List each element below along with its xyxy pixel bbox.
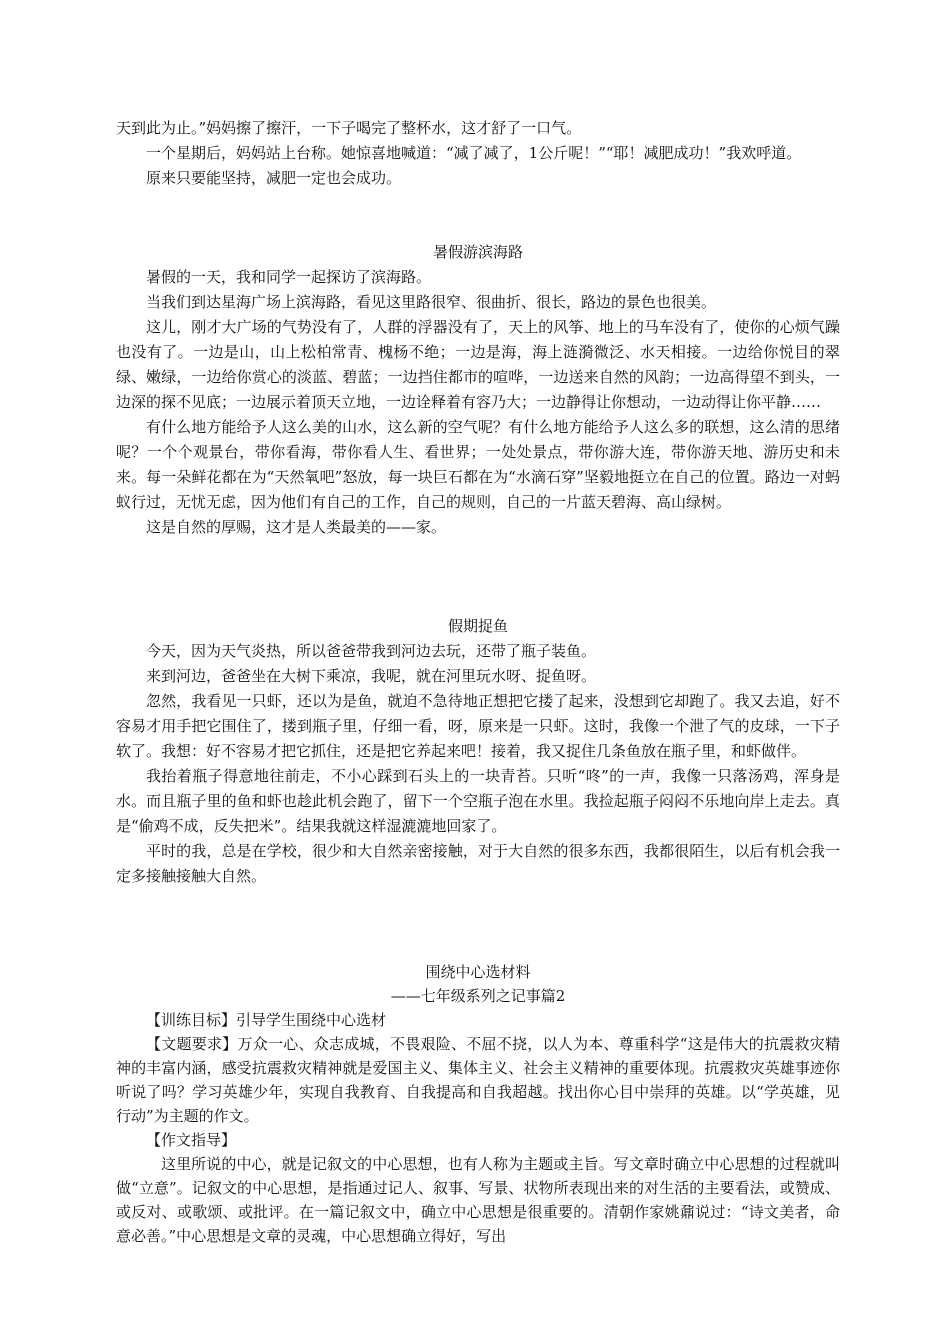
lesson-title: 围绕中心选材料	[425, 963, 531, 981]
paragraph: 这是自然的厚赐，这才是人类最美的——家。	[146, 518, 447, 536]
lesson-subtitle: ——七年级系列之记事篇2	[390, 987, 566, 1005]
training-goal: 【训练目标】引导学生围绕中心选材	[146, 1011, 387, 1029]
guide-text: 这里所说的中心，就是记叙文的中心思想，也有人称为主题或主旨。写文章时确立中心思想的过程就叫做“立意”。记叙文的中心思想，是指通过记人、叙事、写景、状物所表现出来的对生活的主要看法，或赞成、或反对、或歌颂、或批评。在一篇记叙文中，确立中心思想是很重要的。清朝作家姚鼐说过：“诗文美者，命意必善。”中心思想是文章的灵魂，中心思想确立得好，写出	[116, 1155, 840, 1245]
paragraph: 平时的我，总是在学校，很少和大自然亲密接触，对于大自然的很多东西，我都很陌生，以后有机会我一定多接触接触大自然。	[116, 842, 840, 885]
paragraph: 忽然，我看见一只虾，还以为是鱼，就迫不急待地正想把它搂了起来，没想到它却跑了。我又去追，好不容易才用手把它围住了，搂到瓶子里，仔细一看，呀，原来是一只虾。这时，我像一个泄了气的皮球，一下子软了。我想：好不容易才把它抓住，还是把它养起来吧！接着，我又捉住几条鱼放在瓶子里，和虾做伴。	[116, 692, 840, 760]
paragraph: 有什么地方能给予人这么美的山水，这么新的空气呢？有什么地方能给予人这么多的联想，这么清的思绪呢？一个个观景台，带你看海，带你看人生、看世界；一处处景点，带你游大连，带你游天地、游历史和未来。每一朵鲜花都在为“天然氧吧”怒放，每一块巨石都在为“水滴石穿”坚毅地挺立在自己的位置。路边一对蚂蚁行过，无忧无虑，因为他们有自己的工作，自己的规则，自己的一片蓝天碧海、高山绿树。	[116, 418, 840, 511]
paragraph: 天到此为止。”妈妈擦了擦汗，一下子喝完了整杯水，这才舒了一口气。	[116, 119, 582, 137]
essay-fishing	[116, 614, 840, 889]
paragraph: 一个星期后，妈妈站上台称。她惊喜地喊道：“减了减了，1公斤呢！”“耶！减肥成功！”我欢呼道。	[146, 144, 802, 162]
essay-title: 暑假游滨海路	[432, 243, 523, 261]
essay-tail	[116, 116, 840, 191]
paragraph: 来到河边，爸爸坐在大树下乘凉，我呢，就在河里玩水呀、捉鱼呀。	[146, 667, 597, 685]
paragraph: 这儿，刚才大广场的气势没有了，人群的浮器没有了，天上的风筝、地上的马车没有了，使你的心烦气躁也没有了。一边是山，山上松柏常青、槐杨不绝；一边是海，海上涟漪微泛、水天相接。一边给你悦目的翠绿、嫩绿，一边给你赏心的淡蓝、碧蓝；一边挡住都市的喧哗，一边送来自然的风韵；一边高得望不到头，一边深的探不见底；一边展示着顶天立地，一边诠释着有容乃大；一边静得让你想动，一边动得让你平静……	[116, 318, 840, 411]
paragraph: 我抬着瓶子得意地往前走，不小心踩到石头上的一块青苔。只听“咚”的一声，我像一只落汤鸡，浑身是水。而且瓶子里的鱼和虾也趁此机会跑了，留下一个空瓶子泡在水里。我捡起瓶子闷闷不乐地向岸上走去。真是“偷鸡不成，反失把米”。结果我就这样湿漉漉地回家了。	[116, 767, 840, 835]
paragraph: 当我们到达星海广场上滨海路，看见这里路很窄、很曲折、很长，路边的景色也很美。	[146, 293, 717, 311]
guide-label: 【作文指导】	[146, 1131, 237, 1149]
lesson-section	[116, 960, 840, 1248]
topic-requirement: 【文题要求】万众一心、众志成城，不畏艰险、不屈不挠，以人为本、尊重科学“这是伟大的抗震救灾精神的丰富内涵，感受抗震救灾精神就是爱国主义、集体主义、社会主义精神的重要体现。抗震救灾英雄事迹你听说了吗？学习英雄少年，实现自我教育、自我提高和自我超越。找出你心目中崇拜的英雄。以“学英雄，见行动”为主题的作文。	[116, 1035, 840, 1125]
essay-title: 假期捉鱼	[447, 617, 508, 635]
paragraph: 原来只要能坚持，减肥一定也会成功。	[146, 169, 402, 187]
paragraph: 暑假的一天，我和同学一起探访了滨海路。	[146, 268, 432, 286]
paragraph: 今天，因为天气炎热，所以爸爸带我到河边去玩，还带了瓶子装鱼。	[146, 642, 597, 660]
essay-binhai-road	[116, 240, 840, 540]
